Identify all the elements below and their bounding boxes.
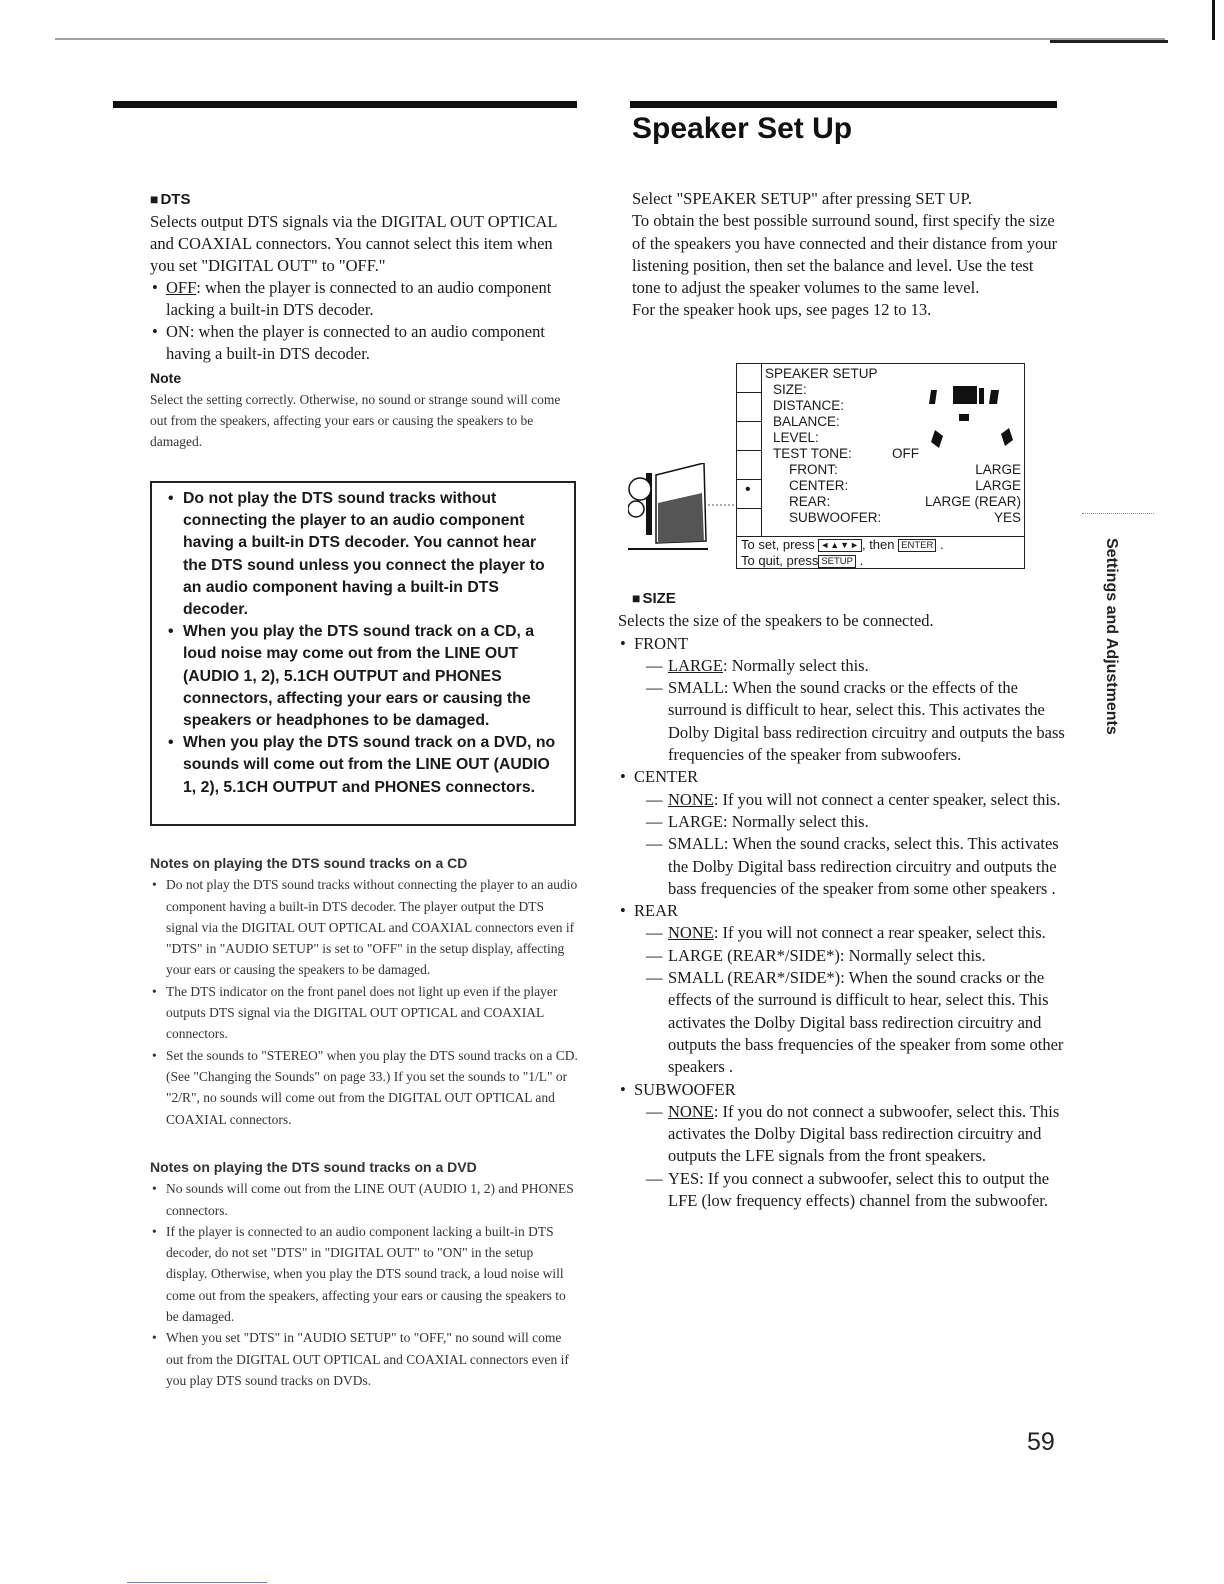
warning-item: • When you play the DTS sound track on a CD, a loud noise may come out from the LINE OUT (AUDIO 1, 2), 5.1CH OUTPUT and PHONES connectors, affecting your ears or causing the speakers or headphones to be damaged. [166,621,564,732]
osd-menu-list [773,382,852,462]
group-name: SUBWOOFER [634,1079,736,1099]
option-term: OFF [166,278,197,297]
group-name: REAR [634,901,679,921]
osd-menu-item: LEVEL: [773,430,819,445]
osd-menu-item: DISTANCE: [773,398,845,413]
speaker-layout-icon [923,384,1021,456]
list-item [618,945,1068,967]
osd-row [789,478,1021,494]
option-text: : Normally select this. [723,655,869,675]
list-item [618,655,1068,677]
osd-row-value: LARGE [975,478,1021,493]
osd-menu-icons [737,364,762,536]
test-tone-value: OFF [892,446,919,461]
list-item [150,277,580,321]
speaker-front-left-icon [929,390,937,404]
intro-line: To obtain the best possible surround sound, first specify the size of the speakers you have connected and their distance from your listening position, then set the balance and level. Use the test tone to adjust the speaker volumes to the same level. [632,211,1058,298]
quit-prefix: To quit, press [741,553,819,568]
option-text: : If you will not connect a center speaker, select this. [713,789,1061,809]
header-rule-left [113,101,577,108]
page-number: 59 [1027,1428,1055,1456]
option-term: ON [166,322,190,341]
page-title: Speaker Set Up [632,112,853,145]
set-prefix: To set, press [741,537,815,552]
osd-row-label: FRONT: [789,462,838,477]
list-item [618,1101,1068,1168]
option-term: SMALL (REAR*/SIDE*) [668,968,841,988]
option-text: : If you connect a subwoofer, select this to output the LFE (low frequency effects) channel from the subwoofer. [668,1168,1050,1211]
option-text: : Normally select this. [723,811,869,831]
osd-row-label: REAR: [789,494,831,509]
set-then: , then [861,537,895,552]
option-text: : when the player is connected to an audio component lacking a built-in DTS decoder. [166,278,552,319]
option-text: : If you do not connect a subwoofer, select this. This activates the Dolby Digital bass redirection circuitry and outputs the LFE signals from the front speakers. [668,1101,1060,1166]
option-term: YES [668,1168,700,1188]
list-item [618,1168,1068,1213]
intro-line: For the speaker hook ups, see pages 12 to 13. [632,300,932,320]
listener-icon [959,414,969,421]
option-term: SMALL [668,678,724,698]
setup-key-icon: SETUP [818,555,856,568]
note-text: Select the setting correctly. Otherwise, no sound or strange sound will come out from the speakers, affecting your ears or causing the speakers to be damaged. [150,392,561,449]
osd-row [789,462,1021,478]
osd-row-value: LARGE (REAR) [924,494,1021,509]
option-term: SMALL [668,834,724,854]
finger-icon [629,478,651,500]
osd-row-label: CENTER: [789,478,849,493]
size-group-front [618,633,1068,767]
side-tab-line [1082,513,1154,515]
menu-icon [737,451,761,480]
speaker-rear-right-icon [1001,428,1013,446]
osd-row-value: YES [993,510,1021,525]
scan-artifact-line [55,38,1165,40]
enter-key-icon: ENTER [898,539,936,552]
group-name: CENTER [634,767,699,787]
speaker-rear-left-icon [931,430,943,448]
group-name: FRONT [634,633,689,653]
list-item [618,967,1068,1078]
option-term: NONE [668,1101,714,1121]
osd-menu-item: BALANCE: [773,414,840,429]
dts-intro: Selects output DTS signals via the DIGITAL OUT OPTICAL and COAXIAL connectors. You cannot select this item when you set "DIGITAL OUT" to "OFF." [150,212,557,275]
speaker-setup-intro [632,188,1062,322]
speaker-front-right-icon [989,390,999,404]
notes-dvd-heading: Notes on playing the DTS sound tracks on a DVD [150,1159,477,1175]
osd-title: SPEAKER SETUP [765,366,878,381]
osd-footer [737,536,1024,569]
option-term: NONE [668,789,714,809]
list-item [618,922,1068,944]
osd-menu-item: SIZE: [773,382,807,397]
list-item [618,677,1068,766]
menu-icon-selected: • [737,480,761,509]
list-item: • No sounds will come out from the LINE OUT (AUDIO 1, 2) and PHONES connectors. [150,1178,578,1221]
speaker-sub-icon [979,388,984,404]
notes-cd-heading: Notes on playing the DTS sound tracks on a CD [150,855,468,871]
option-text: : Normally select this. [839,945,986,965]
finger-icon [628,501,644,517]
option-term: LARGE [668,811,723,831]
speaker-setup-osd [736,363,1025,569]
menu-icon [737,393,761,422]
footer-rule [127,1582,267,1583]
osd-size-rows [789,462,1021,526]
side-tab-label: Settings and Adjustments [1103,538,1120,735]
scan-artifact-mark [1050,40,1168,43]
header-rule-right [630,101,1057,108]
osd-row [789,510,1021,526]
size-group-center [618,766,1068,900]
option-term: NONE [668,923,714,943]
list-item: • When you set "DTS" in "AUDIO SETUP" to "OFF," no sound will come out from the DIGITAL OUT OPTICAL and COAXIAL connectors even if you play DTS sound tracks on DVDs. [150,1327,578,1391]
menu-icon [737,364,761,393]
option-term: LARGE [668,655,723,675]
remote-illustration [628,463,738,553]
size-heading: ■ SIZE [632,587,1068,610]
list-item [618,811,1068,833]
osd-set-instruction: To set, press ◄▲▼► , then ENTER . [741,537,944,552]
warning-box [150,481,576,826]
warning-item: • When you play the DTS sound track on a DVD, no sounds will come out from the LINE OUT (AUDIO 1, 2), 5.1CH OUTPUT and PHONES connectors. [166,732,564,799]
osd-row [789,494,1021,510]
option-text: : when the player is connected to an audio component having a built-in DTS decoder. [166,322,545,363]
intro-line: Select "SPEAKER SETUP" after pressing SET UP. [632,189,972,208]
size-intro: Selects the size of the speakers to be connected. [618,611,934,631]
size-section [618,587,1068,1212]
speaker-center-icon [953,386,977,404]
option-text: : When the sound cracks or the effects of the surround is difficult to hear, select this. This activates the Dolby Digital bass redirection circuitry and outputs the bass frequencies of the speaker from subwoofers. [668,678,1065,765]
list-item [618,789,1068,811]
osd-quit-instruction: To quit, press SETUP . [741,553,864,568]
arrow-keys-icon: ◄▲▼► [820,540,860,551]
note-heading: Note [150,370,182,386]
option-text: : If you will not connect a rear speaker, select this. [713,923,1046,943]
list-item: • Set the sounds to "STEREO" when you play the DTS sound tracks on a CD. (See "Changing the Sounds" on page 33.) If you set the sounds to "1/L" or "2/R", no sounds will come out from the DIGITAL OUT OPTICAL and COAXIAL connectors. [150,1045,578,1130]
dts-options [150,277,580,365]
size-group-rear [618,900,1068,1078]
dts-section [150,188,580,452]
scan-edge-mark [1212,0,1215,40]
menu-icon [737,422,761,451]
list-item: • The DTS indicator on the front panel does not light up even if the player outputs DTS signal via the DIGITAL OUT OPTICAL and COAXIAL connectors. [150,981,578,1045]
list-item [150,321,580,365]
osd-row-value: LARGE [975,462,1021,477]
dts-heading: ■ DTS [150,188,580,211]
size-groups [618,633,1068,1213]
osd-menu-item: TEST TONE: [773,446,852,461]
notes-dvd-section [150,1157,578,1391]
list-item: • Do not play the DTS sound tracks without connecting the player to an audio component having a built-in DTS decoder. The player output the DTS signal via the DIGITAL OUT OPTICAL and COAXIAL connectors even if "DTS" in "AUDIO SETUP" is set to "OFF" in the setup display, affecting your ears or causing the speakers to be damaged. [150,874,578,980]
list-item: • If the player is connected to an audio component lacking a built-in DTS decoder, do not set "DTS" in "DIGITAL OUT" to "ON" in the setup display. Otherwise, when you play the DTS sound track, a loud noise will come out from the speakers, affecting your ears or causing the speakers to be damaged. [150,1221,578,1327]
warning-item: • Do not play the DTS sound tracks without connecting the player to an audio component having a built-in DTS decoder. You cannot hear the DTS sound unless you connect the player to an audio component having a built-in DTS decoder. [166,488,564,621]
osd-row-label: SUBWOOFER: [789,510,882,525]
notes-cd-section [150,853,578,1130]
list-item [618,833,1068,900]
option-text: : When the sound cracks, select this. This activates the Dolby Digital bass redirection circuitry and outputs the bass frequencies of the speaker from some other speakers . [668,834,1059,898]
option-term: LARGE (REAR*/SIDE*) [668,945,840,965]
size-group-subwoofer [618,1079,1068,1213]
option-text: : When the sound cracks or the effects of the surround is difficult to hear, select this. This activates the Dolby Digital bass redirection circuitry and outputs the bass frequencies of the speaker from some other speakers . [668,968,1064,1077]
